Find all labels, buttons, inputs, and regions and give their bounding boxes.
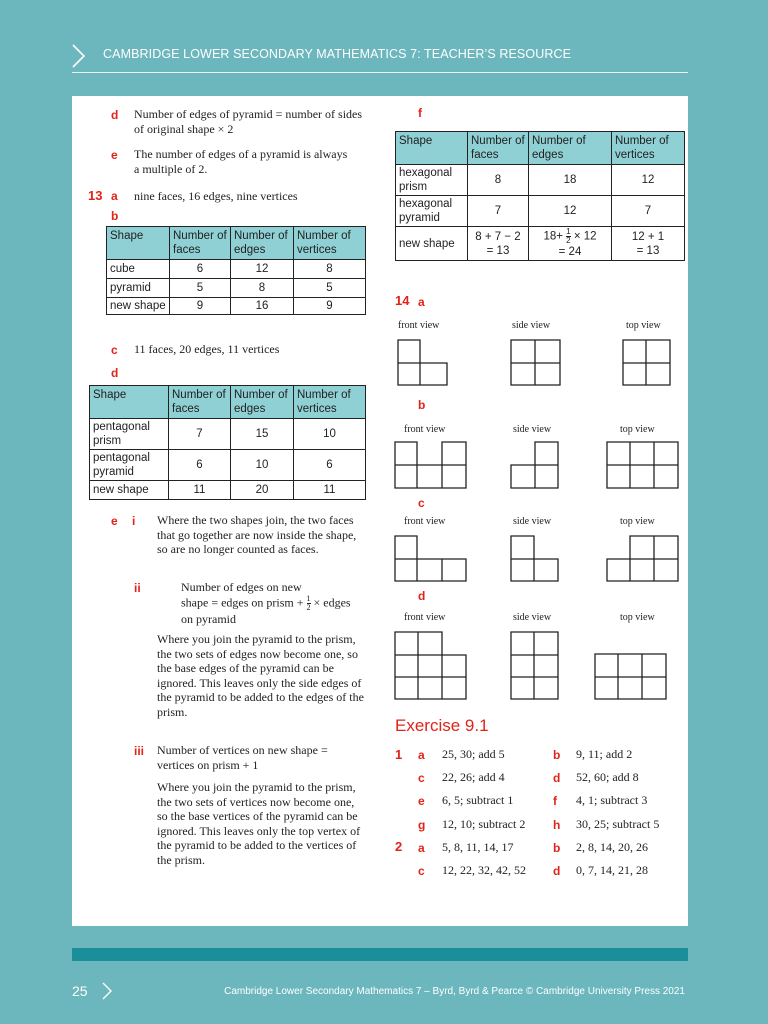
answer-13a-text: nine faces, 16 edges, nine vertices xyxy=(134,189,298,203)
question-13: 13 xyxy=(88,188,103,203)
answer-text: 25, 30; add 5 xyxy=(442,747,505,761)
table-cell: new shape xyxy=(396,227,468,261)
header-title: CAMBRIDGE LOWER SECONDARY MATHEMATICS 7: TEACHER’S RESOURCE xyxy=(103,47,572,61)
answer-eiii-formula: Number of vertices on new shape = vertices on prism + 1 xyxy=(157,743,328,772)
table-cell: 7 xyxy=(612,196,685,227)
side-view-diagram-a xyxy=(510,339,562,387)
formula-part: shape = edges on prism + xyxy=(181,594,304,609)
table-cell: 12 xyxy=(529,196,612,227)
answer-label: e xyxy=(418,794,425,808)
cell-line: = 13 xyxy=(636,244,660,257)
formula-part: × edges xyxy=(313,594,351,609)
answer-label: c xyxy=(418,771,425,785)
label-14a: a xyxy=(418,295,425,309)
table-cell: 9 xyxy=(170,298,231,315)
view-label-front: front view xyxy=(404,612,446,623)
table-cell: cube xyxy=(107,260,170,279)
table-header: Number of faces xyxy=(169,386,231,419)
view-label-top: top view xyxy=(620,612,655,623)
answer-label: a xyxy=(418,841,425,855)
top-view-diagram-b xyxy=(606,441,680,490)
cell-line xyxy=(532,228,608,245)
exercise-title: Exercise 9.1 xyxy=(395,716,489,735)
cell-line: = 24 xyxy=(558,246,582,258)
fraction-denominator: 2 xyxy=(306,602,311,612)
view-label-side: side view xyxy=(513,424,552,435)
table-cell: 6 xyxy=(169,450,231,481)
front-view-diagram-d xyxy=(394,631,468,701)
table-cell: hexagonal prism xyxy=(396,165,468,196)
side-view-diagram-d xyxy=(510,631,560,701)
table-cell: pyramid xyxy=(107,279,170,298)
table-cell: 5 xyxy=(294,279,366,298)
side-view-diagram-b xyxy=(510,441,560,490)
table-cell: 8 xyxy=(468,165,529,196)
table-cell: 8 xyxy=(231,279,294,298)
cell-line: 8 + 7 − 2 xyxy=(475,230,521,243)
table-13f xyxy=(395,131,685,261)
answer-text: 12, 22, 32, 42, 52 xyxy=(442,863,526,877)
view-label-side: side view xyxy=(512,320,551,331)
table-cell: pentagonal pyramid xyxy=(90,450,169,481)
label-e2: e xyxy=(111,514,118,528)
label-f: f xyxy=(418,106,422,120)
table-cell: new shape xyxy=(107,298,170,315)
table-cell: 9 xyxy=(294,298,366,315)
answer-text: 0, 7, 14, 21, 28 xyxy=(576,863,648,877)
footer-credit: Cambridge Lower Secondary Mathematics 7 – Byrd, Byrd & Pearce © Cambridge University Press 2021 xyxy=(224,986,685,997)
view-label-front: front view xyxy=(398,320,440,331)
side-view-diagram-c xyxy=(510,535,560,583)
label-iii: iii xyxy=(134,744,145,758)
view-label-side: side view xyxy=(513,516,552,527)
answer-text: 2, 8, 14, 20, 26 xyxy=(576,840,648,854)
label-d: d xyxy=(111,108,119,122)
table-cell: 10 xyxy=(294,419,366,450)
table-cell: 8 xyxy=(294,260,366,279)
answer-label: b xyxy=(553,748,561,762)
table-cell: 7 xyxy=(468,196,529,227)
answer-eii-explanation: Where you join the pyramid to the prism, the two sets of edges now become one, so the base edges of the pyramid can be ignored. This leaves only the side edges of the pyramid to be added to the edges of the prism. xyxy=(157,632,364,719)
table-cell: new shape xyxy=(90,481,169,500)
fraction-numerator: 1 xyxy=(566,227,571,236)
footer-bar xyxy=(72,948,688,961)
answer-label: g xyxy=(418,818,426,832)
table-cell: hexagonal pyramid xyxy=(396,196,468,227)
answer-label: d xyxy=(553,771,561,785)
table-cell xyxy=(468,227,529,261)
view-label-side: side view xyxy=(513,612,552,623)
answer-eiii-explanation: Where you join the pyramid to the prism, the two sets of vertices now become one, so the base vertices of the pyramid can be ignored. This leaves only the top vertex of the pyramid to be added to the vertices of the prism. xyxy=(157,780,361,867)
table-cell: 11 xyxy=(169,481,231,500)
fraction-denominator: 2 xyxy=(566,236,571,245)
table-header: Number of faces xyxy=(170,227,231,260)
header-divider xyxy=(72,72,688,73)
answer-label: d xyxy=(553,864,561,878)
table-13b xyxy=(106,226,366,315)
answer-text: 52, 60; add 8 xyxy=(576,770,639,784)
question-14: 14 xyxy=(395,293,410,308)
answer-label: a xyxy=(418,748,425,762)
label-14d: d xyxy=(418,589,426,603)
label-ii: ii xyxy=(134,581,141,595)
label-d2: d xyxy=(111,366,119,380)
top-view-diagram-c xyxy=(606,535,680,583)
answer-ei-text: Where the two shapes join, the two faces that go together are now inside the shape, so are no longer counted as faces. xyxy=(157,513,357,556)
answer-text: 22, 26; add 4 xyxy=(442,770,505,784)
table-cell: 15 xyxy=(231,419,294,450)
front-view-diagram-a xyxy=(397,339,449,387)
table-cell: 11 xyxy=(294,481,366,500)
answer-e-text: The number of edges of a pyramid is always a multiple of 2. xyxy=(134,147,348,176)
top-view-diagram-a xyxy=(622,339,672,387)
label-i: i xyxy=(132,514,136,528)
question-2: 2 xyxy=(395,839,403,854)
front-view-diagram-b xyxy=(394,441,468,490)
view-label-top: top view xyxy=(626,320,661,331)
answer-label: b xyxy=(553,841,561,855)
chevron-right-icon xyxy=(100,981,114,1001)
table-header: Number of vertices xyxy=(294,227,366,260)
answer-label: f xyxy=(553,794,557,808)
answer-text: 4, 1; subtract 3 xyxy=(576,793,648,807)
answer-text: 30, 25; subtract 5 xyxy=(576,817,660,831)
view-label-top: top view xyxy=(620,516,655,527)
view-label-front: front view xyxy=(404,516,446,527)
table-header: Number of vertices xyxy=(612,132,685,165)
answer-label: c xyxy=(418,864,425,878)
page-number: 25 xyxy=(72,983,88,999)
cell-line: = 13 xyxy=(486,244,510,257)
table-header: Number of faces xyxy=(468,132,529,165)
label-a: a xyxy=(111,189,118,203)
answer-text: 12, 10; subtract 2 xyxy=(442,817,526,831)
answer-13c-text: 11 faces, 20 edges, 11 vertices xyxy=(134,342,280,356)
table-header: Number of vertices xyxy=(294,386,366,419)
answer-eii-formula xyxy=(181,580,371,626)
cell-line: 12 + 1 xyxy=(631,230,665,243)
formula-part: 18+ xyxy=(543,230,563,243)
table-header: Shape xyxy=(396,132,468,165)
answer-text: 6, 5; subtract 1 xyxy=(442,793,514,807)
table-cell: 6 xyxy=(294,450,366,481)
table-13d xyxy=(89,385,366,500)
table-header: Number of edges xyxy=(529,132,612,165)
table-cell: 18 xyxy=(529,165,612,196)
table-cell: 20 xyxy=(231,481,294,500)
formula-line: Number of edges on new xyxy=(181,580,302,594)
label-e: e xyxy=(111,148,118,162)
table-cell: 5 xyxy=(170,279,231,298)
table-header: Shape xyxy=(107,227,170,260)
view-label-top: top view xyxy=(620,424,655,435)
table-cell: 7 xyxy=(169,419,231,450)
table-cell: 16 xyxy=(231,298,294,315)
label-b: b xyxy=(111,209,119,223)
table-cell: 12 xyxy=(231,260,294,279)
top-view-diagram-d xyxy=(594,653,668,701)
question-1: 1 xyxy=(395,747,403,762)
fraction xyxy=(566,228,570,245)
chevron-right-icon xyxy=(68,43,90,69)
formula-line: on pyramid xyxy=(181,611,236,626)
table-cell: 12 xyxy=(612,165,685,196)
table-cell xyxy=(529,227,612,261)
label-c: c xyxy=(111,343,118,357)
label-14b: b xyxy=(418,398,426,412)
answer-text: 5, 8, 11, 14, 17 xyxy=(442,840,514,854)
formula-part: × 12 xyxy=(573,230,597,243)
answer-label: h xyxy=(553,818,561,832)
table-header: Number of edges xyxy=(231,386,294,419)
table-header: Number of edges xyxy=(231,227,294,260)
answer-text: 9, 11; add 2 xyxy=(576,747,633,761)
table-cell: 10 xyxy=(231,450,294,481)
fraction-numerator: 1 xyxy=(306,593,311,603)
formula-line xyxy=(181,595,371,612)
table-cell: pentagonal prism xyxy=(90,419,169,450)
table-header: Shape xyxy=(90,386,169,419)
front-view-diagram-c xyxy=(394,535,468,583)
label-14c: c xyxy=(418,496,425,510)
answer-d-text: Number of edges of pyramid = number of sides of original shape × 2 xyxy=(134,107,363,136)
view-label-front: front view xyxy=(404,424,446,435)
table-cell: 6 xyxy=(170,260,231,279)
table-cell xyxy=(612,227,685,261)
fraction xyxy=(307,595,311,612)
